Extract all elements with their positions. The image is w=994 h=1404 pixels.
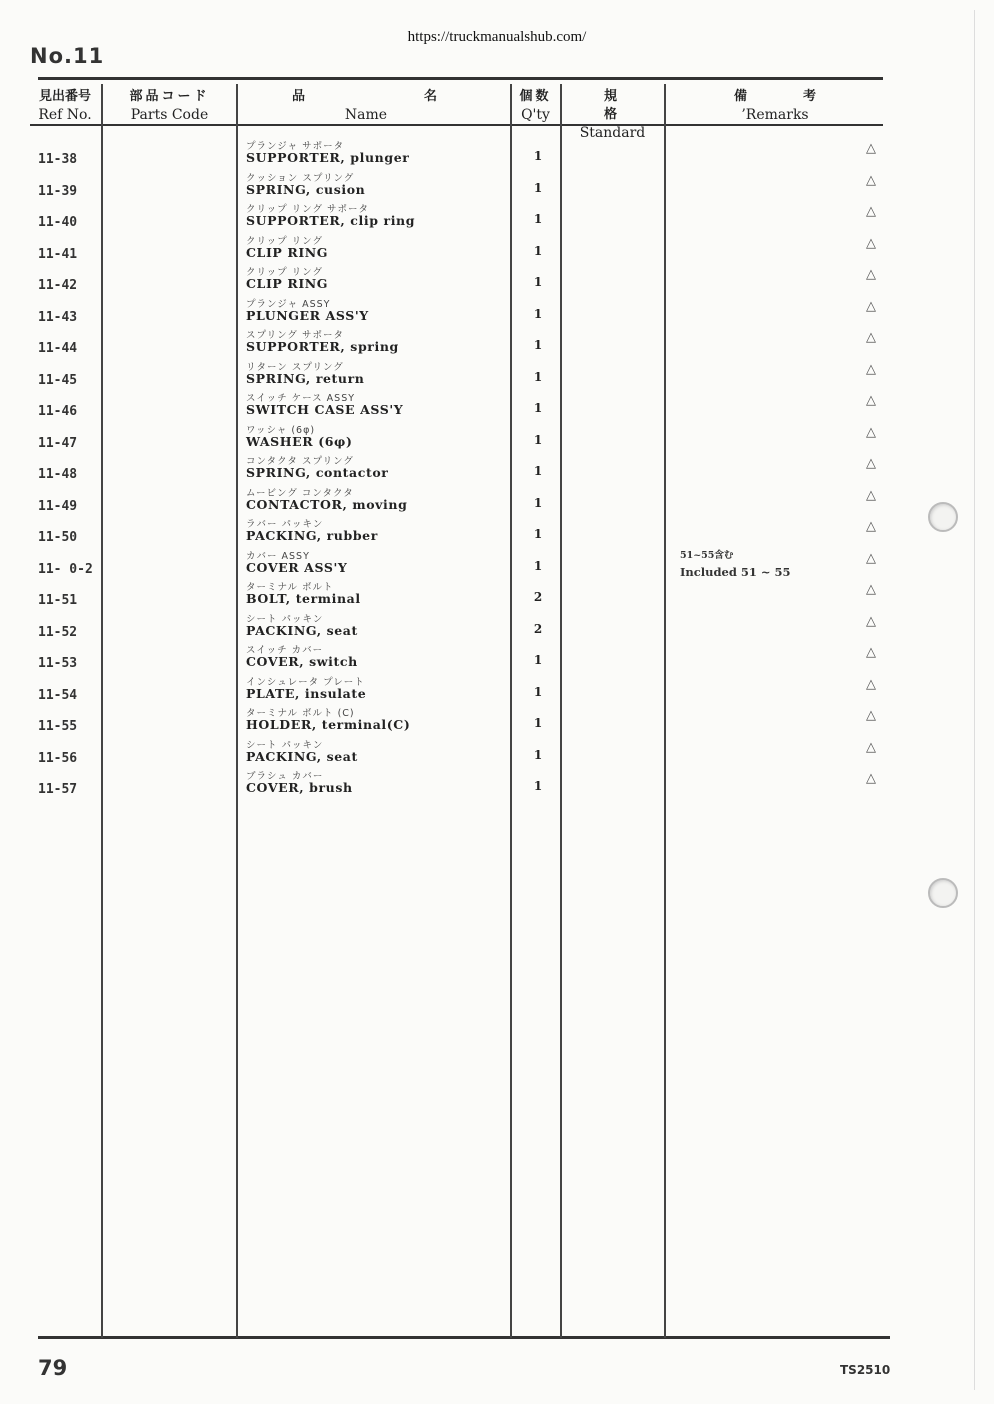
name-kana: コンタクタ スプリング	[246, 456, 354, 467]
name-kana: スイッチ カバー	[246, 645, 324, 656]
part-name: SUPPORTER, spring	[246, 339, 399, 354]
table-row	[0, 233, 994, 265]
table-row	[0, 674, 994, 706]
quantity: 1	[533, 495, 543, 510]
remark-mark: △	[866, 645, 876, 660]
header-rem-en: ’Remarks	[741, 107, 809, 123]
remark-text	[680, 548, 791, 580]
document-code: TS2510	[840, 1363, 891, 1377]
remark-mark: △	[866, 456, 876, 471]
table-row	[0, 327, 994, 359]
header-name-jp2: 名	[424, 89, 441, 104]
part-name: PACKING, seat	[246, 748, 358, 764]
ref-no: 11-55	[38, 719, 78, 734]
header-parts-en: Parts Code	[130, 107, 209, 123]
name-kana: ムービング コンタクタ	[246, 487, 354, 499]
header-std-en: Standard	[579, 125, 646, 141]
header-ref-en: Ref No.	[38, 107, 92, 123]
part-name: BOLT, terminal	[246, 591, 361, 606]
remark-mark: △	[866, 771, 876, 786]
table-row	[0, 516, 994, 548]
ref-no: 11-52	[38, 624, 78, 640]
ref-no: 11- 0-2	[38, 561, 93, 577]
ref-no: 11-53	[38, 656, 78, 671]
ref-no: 11-57	[38, 782, 78, 797]
quantity: 1	[533, 180, 543, 195]
remark-mark: △	[866, 330, 876, 345]
remark-mark: △	[866, 582, 876, 597]
part-name: COVER ASS'Y	[246, 559, 348, 575]
header-qty	[511, 88, 560, 124]
remark-mark: △	[866, 172, 876, 188]
name-kana: カバー ASSY	[246, 550, 310, 562]
binder-hole	[928, 878, 958, 908]
ref-no: 11-41	[38, 246, 78, 262]
part-name: PACKING, seat	[246, 622, 358, 638]
ref-no: 11-38	[38, 152, 78, 167]
name-kana: クリップ リング	[246, 267, 323, 278]
part-name: SPRING, contactor	[246, 465, 389, 480]
ref-no: 11-47	[38, 435, 78, 451]
ref-no: 11-40	[38, 215, 78, 230]
quantity: 1	[533, 527, 543, 541]
table-row	[0, 296, 994, 328]
ref-no: 11-39	[38, 183, 78, 199]
part-name: SPRING, cusion	[246, 181, 366, 197]
remark-mark: △	[866, 298, 876, 314]
header-qty-en: Q'ty	[521, 107, 550, 123]
part-name: CONTACTOR, moving	[246, 496, 408, 512]
part-name: COVER, switch	[246, 654, 358, 669]
part-name: WASHER (6φ)	[246, 433, 353, 449]
quantity: 1	[533, 338, 543, 352]
source-url: https://truckmanualshub.com/	[407, 29, 587, 45]
quantity: 2	[533, 590, 543, 604]
part-name: PACKING, rubber	[246, 528, 378, 543]
remark-mark: △	[866, 708, 876, 723]
remark-mark: △	[866, 676, 876, 692]
ref-no: 11-54	[38, 687, 78, 703]
header-name-en: Name	[344, 107, 388, 123]
ref-no: 11-42	[38, 278, 78, 293]
remark-mark: △	[866, 235, 876, 251]
name-kana: プランジャ サポータ	[246, 141, 345, 152]
name-kana: クッション スプリング	[246, 172, 355, 184]
header-rem-jp: 備考	[733, 89, 872, 104]
part-name: SUPPORTER, plunger	[246, 150, 410, 165]
name-kana: ターミナル ボルト (C)	[246, 708, 355, 719]
name-kana: クリップ リング サポータ	[246, 204, 369, 215]
table-row	[0, 705, 994, 737]
quantity: 1	[533, 684, 543, 699]
name-kana: リターン スプリング	[246, 361, 344, 373]
remark-mark: △	[866, 739, 876, 755]
name-kana: ブラシュ カバー	[246, 771, 324, 782]
quantity: 1	[533, 653, 543, 667]
quantity: 1	[533, 306, 543, 321]
part-name: CLIP RING	[246, 244, 329, 260]
quantity: 1	[533, 464, 543, 478]
remark-mark: △	[866, 519, 876, 534]
part-name: SUPPORTER, clip ring	[246, 213, 416, 228]
table-row	[0, 485, 994, 517]
quantity: 1	[533, 779, 543, 793]
quantity: 2	[533, 621, 543, 636]
part-name: PLATE, insulate	[246, 685, 367, 701]
table-row	[0, 579, 994, 611]
ref-no: 11-43	[38, 309, 78, 325]
part-name: SWITCH CASE ASS'Y	[246, 402, 404, 417]
header-remarks	[666, 88, 884, 124]
quantity: 1	[533, 149, 543, 163]
remark-line-en: Included 51 ~ 55	[680, 564, 791, 579]
table-row	[0, 642, 994, 674]
ref-no: 11-56	[38, 750, 78, 766]
header-standard	[561, 88, 664, 142]
ref-no: 11-48	[38, 467, 78, 482]
name-kana: ワッシャ (6φ)	[246, 424, 316, 436]
table-row	[0, 390, 994, 422]
header-std-jp: 規格	[603, 89, 647, 122]
footer-rule	[38, 1336, 890, 1339]
quantity: 1	[533, 558, 543, 573]
header-ref-no	[30, 88, 100, 124]
part-name: COVER, brush	[246, 780, 353, 795]
quantity: 1	[533, 747, 543, 762]
remark-mark: △	[866, 487, 876, 503]
ref-no: 11-49	[38, 498, 78, 514]
quantity: 1	[533, 369, 543, 384]
table-row	[0, 138, 994, 170]
name-kana: インシュレータ プレート	[246, 676, 365, 688]
ref-no: 11-50	[38, 530, 78, 545]
section-number: No.11	[30, 44, 105, 68]
header-top-rule	[38, 77, 883, 80]
part-name: SPRING, return	[246, 370, 365, 386]
table-row	[0, 170, 994, 202]
name-kana: プランジャ ASSY	[246, 298, 331, 310]
table-row	[0, 422, 994, 454]
header-bottom-rule	[30, 124, 883, 126]
remark-mark: △	[866, 361, 876, 377]
ref-no: 11-44	[38, 341, 78, 356]
part-name: CLIP RING	[246, 276, 329, 291]
table-row	[0, 737, 994, 769]
remark-line-jp: 51~55含む	[680, 549, 734, 561]
quantity: 1	[533, 432, 543, 447]
header-name-jp	[238, 88, 510, 106]
part-name: HOLDER, terminal(C)	[246, 717, 411, 732]
page-number: 79	[38, 1356, 68, 1380]
ref-no: 11-45	[38, 372, 78, 388]
header-ref-jp: 見出番号	[38, 89, 91, 104]
header-qty-jp: 個数	[519, 89, 552, 104]
header-name-jp1: 品	[292, 89, 309, 104]
name-kana: スプリング サポータ	[246, 330, 344, 341]
name-kana: ラバー パッキン	[246, 519, 324, 530]
remark-mark: △	[866, 393, 876, 408]
name-kana: ターミナル ボルト	[246, 582, 334, 593]
binder-hole	[928, 502, 958, 532]
quantity: 1	[533, 275, 543, 289]
name-kana: スイッチ ケース ASSY	[246, 393, 356, 404]
table-row	[0, 453, 994, 485]
quantity: 1	[533, 212, 543, 226]
remark-mark: △	[866, 613, 876, 629]
remark-mark: △	[866, 550, 876, 566]
header-parts-jp: 部品コード	[129, 89, 210, 104]
table-row	[0, 611, 994, 643]
table-row	[0, 359, 994, 391]
table-row	[0, 768, 994, 800]
header-parts-code	[103, 88, 236, 124]
quantity: 1	[533, 243, 543, 258]
table-row	[0, 548, 994, 580]
name-kana: シート パッキン	[246, 739, 324, 751]
remark-mark: △	[866, 141, 876, 156]
remark-mark: △	[866, 424, 876, 440]
remark-mark: △	[866, 267, 876, 282]
header-name	[238, 88, 510, 124]
remark-mark: △	[866, 204, 876, 219]
part-name: PLUNGER ASS'Y	[246, 307, 369, 323]
ref-no: 11-51	[38, 593, 78, 608]
quantity: 1	[533, 401, 543, 415]
name-kana: シート パッキン	[246, 613, 324, 625]
quantity: 1	[533, 716, 543, 730]
ref-no: 11-46	[38, 404, 78, 419]
name-kana: クリップ リング	[246, 235, 323, 247]
table-row	[0, 201, 994, 233]
table-row	[0, 264, 994, 296]
